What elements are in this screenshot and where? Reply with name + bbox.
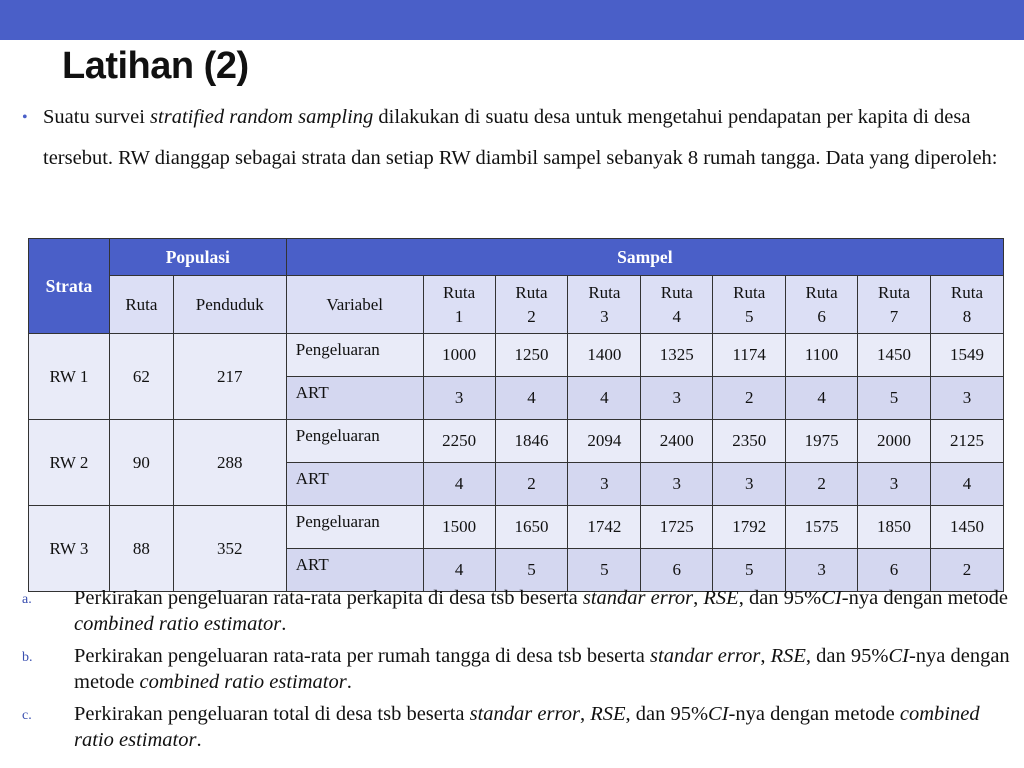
question-marker: b. (22, 650, 33, 665)
question-emphasis: RSE (703, 587, 739, 609)
ruta-2-header (495, 276, 568, 334)
question-text: . (281, 613, 287, 635)
value-cell: 1450 (858, 334, 931, 377)
question-emphasis: combined ratio estimator (74, 703, 980, 751)
intro-text-emphasis: stratified random sampling (150, 106, 374, 128)
intro-text-part1: Suatu survei (43, 106, 151, 128)
value-cell: 1500 (423, 506, 495, 549)
value-cell: 5 (495, 549, 568, 592)
populasi-header: Populasi (109, 239, 286, 276)
value-cell: 2 (495, 463, 568, 506)
question-emphasis: RSE (590, 703, 626, 725)
strata-header: Strata (29, 239, 110, 334)
ruta-number: 8 (962, 306, 972, 326)
ruta-4-header (641, 276, 713, 334)
value-cell: 1792 (713, 506, 786, 549)
intro-text (43, 97, 1012, 179)
value-cell: 3 (858, 463, 931, 506)
ruta-label: Ruta (515, 282, 548, 302)
value-cell: 6 (858, 549, 931, 592)
ruta-8-header (930, 276, 1003, 334)
value-cell: 1975 (786, 420, 858, 463)
value-cell: 5 (568, 549, 641, 592)
question-marker: a. (22, 592, 32, 607)
ruta-7-header (858, 276, 931, 334)
question-marker: c. (22, 708, 32, 723)
ruta-number: 4 (672, 306, 682, 326)
value-cell: 1325 (641, 334, 713, 377)
question-text: , dan 95% (805, 645, 889, 667)
ruta-count-header: Ruta (109, 276, 173, 334)
value-cell: 1100 (786, 334, 858, 377)
intro-text-part3: dilakukan di suatu desa untuk mengetahui pendapatan per kapita di desa tersebut. RW dianggap sebagai strata dan setiap RW diambil sampel sebanyak 8 rumah tangga. Data yang diperoleh: (43, 106, 998, 169)
table-row (29, 420, 1004, 463)
question-text: , dan 95% (738, 587, 822, 609)
ruta-number: 5 (744, 306, 754, 326)
population-ruta-cell: 88 (109, 506, 173, 592)
question-text: . (196, 729, 202, 751)
question-list (18, 585, 1014, 759)
strata-cell: RW 2 (29, 420, 110, 506)
strata-cell: RW 3 (29, 506, 110, 592)
value-cell: 3 (713, 463, 786, 506)
question-emphasis: CI (888, 645, 909, 667)
ruta-label: Ruta (443, 282, 476, 302)
value-cell: 1725 (641, 506, 713, 549)
value-cell: 3 (641, 377, 713, 420)
strata-cell: RW 1 (29, 334, 110, 420)
value-cell: 2000 (858, 420, 931, 463)
value-cell: 3 (568, 463, 641, 506)
value-cell: 2 (930, 549, 1003, 592)
question-emphasis: standar error (582, 587, 694, 609)
table-row (29, 334, 1004, 377)
ruta-label: Ruta (733, 282, 766, 302)
intro-paragraph (22, 97, 1012, 179)
sampel-header: Sampel (286, 239, 1003, 276)
value-cell: 4 (786, 377, 858, 420)
ruta-label: Ruta (805, 282, 838, 302)
ruta-number: 6 (817, 306, 826, 326)
value-cell: 1575 (786, 506, 858, 549)
value-cell: 2 (786, 463, 858, 506)
value-cell: 4 (423, 463, 495, 506)
ruta-number: 2 (527, 306, 536, 326)
value-cell: 4 (423, 549, 495, 592)
question-item (18, 701, 1014, 753)
value-cell: 4 (495, 377, 568, 420)
population-penduduk-cell: 352 (173, 506, 286, 592)
ruta-label: Ruta (588, 282, 621, 302)
value-cell: 1742 (568, 506, 641, 549)
ruta-label: Ruta (660, 282, 693, 302)
ruta-6-header (786, 276, 858, 334)
value-cell: 1850 (858, 506, 931, 549)
ruta-3-header (568, 276, 641, 334)
value-cell: 1250 (495, 334, 568, 377)
value-cell: 1400 (568, 334, 641, 377)
question-text: . (346, 671, 352, 693)
question-text: , (760, 645, 771, 667)
question-emphasis: standar error (469, 703, 580, 725)
value-cell: 6 (641, 549, 713, 592)
question-text: , dan 95% (625, 703, 709, 725)
question-item (18, 643, 1014, 695)
ruta-number: 7 (889, 306, 899, 326)
value-cell: 1450 (930, 506, 1003, 549)
question-emphasis: combined ratio estimator (139, 671, 347, 693)
population-penduduk-cell: 288 (173, 420, 286, 506)
ruta-5-header (713, 276, 786, 334)
population-ruta-cell: 90 (109, 420, 173, 506)
ruta-number: 1 (454, 306, 464, 326)
value-cell: 1174 (713, 334, 786, 377)
value-cell: 2 (713, 377, 786, 420)
variable-cell: Pengeluaran (286, 420, 423, 463)
population-penduduk-cell: 217 (173, 334, 286, 420)
penduduk-header: Penduduk (173, 276, 286, 334)
value-cell: 2125 (930, 420, 1003, 463)
value-cell: 2400 (641, 420, 713, 463)
value-cell: 4 (930, 463, 1003, 506)
table-body (29, 334, 1004, 592)
value-cell: 5 (713, 549, 786, 592)
population-ruta-cell: 62 (109, 334, 173, 420)
question-text: , (693, 587, 704, 609)
question-text: -nya dengan metode (74, 645, 1010, 693)
value-cell: 2094 (568, 420, 641, 463)
value-cell: 1650 (495, 506, 568, 549)
variable-cell: Pengeluaran (286, 506, 423, 549)
question-emphasis: combined ratio estimator (74, 613, 282, 635)
ruta-label: Ruta (877, 282, 911, 302)
value-cell: 1846 (495, 420, 568, 463)
variable-cell: ART (286, 549, 423, 592)
question-emphasis: CI (821, 587, 842, 609)
value-cell: 3 (930, 377, 1003, 420)
value-cell: 5 (858, 377, 931, 420)
bullet-icon: • (22, 109, 28, 126)
question-text: -nya dengan metode (841, 587, 1008, 609)
question-emphasis: standar error (650, 645, 761, 667)
slide-title: Latihan (2) (62, 45, 249, 87)
value-cell: 1549 (930, 334, 1003, 377)
question-text: Perkirakan pengeluaran total di desa tsb beserta (74, 703, 470, 725)
question-item (18, 585, 1014, 637)
ruta-1-header (423, 276, 495, 334)
variable-cell: ART (286, 463, 423, 506)
value-cell: 3 (786, 549, 858, 592)
top-accent-bar (0, 0, 1024, 40)
ruta-label: Ruta (950, 282, 984, 302)
question-text: Perkirakan pengeluaran rata-rata per rumah tangga di desa tsb beserta (74, 645, 651, 667)
question-emphasis: CI (708, 703, 729, 725)
survey-data-table (28, 238, 1004, 592)
value-cell: 3 (641, 463, 713, 506)
value-cell: 3 (423, 377, 495, 420)
value-cell: 2250 (423, 420, 495, 463)
value-cell: 2350 (713, 420, 786, 463)
question-text: Perkirakan pengeluaran rata-rata perkapita di desa tsb beserta (74, 587, 583, 609)
table-row (29, 506, 1004, 549)
variabel-header: Variabel (286, 276, 423, 334)
value-cell: 4 (568, 377, 641, 420)
question-text: -nya dengan metode (728, 703, 900, 725)
question-text: , (579, 703, 591, 725)
ruta-number: 3 (600, 306, 609, 326)
value-cell: 1000 (423, 334, 495, 377)
question-emphasis: RSE (770, 645, 806, 667)
variable-cell: Pengeluaran (286, 334, 423, 377)
variable-cell: ART (286, 377, 423, 420)
